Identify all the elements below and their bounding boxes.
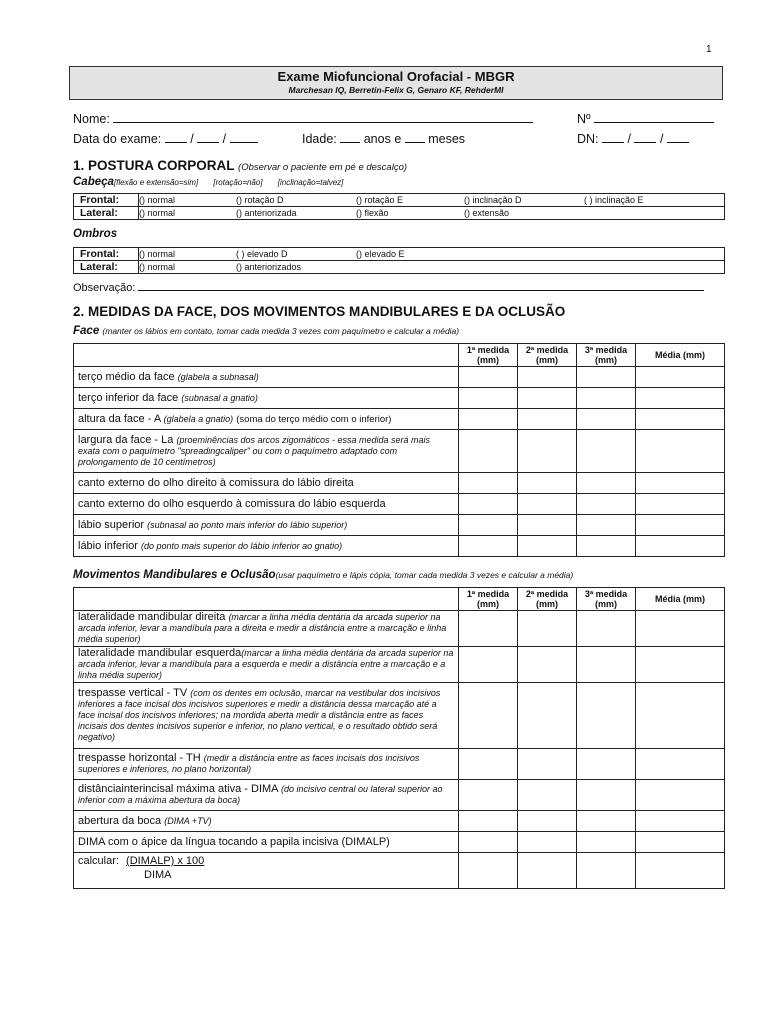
- input-cell[interactable]: [459, 647, 518, 683]
- input-cell[interactable]: [577, 647, 636, 683]
- measure-note: (DIMA +TV): [164, 815, 212, 826]
- head-options-table: [73, 193, 725, 220]
- measure-note: (marcar a linha média dentária da arcada superior na arcada inferior, levar a mandíbula para a direita e medir a distância entre a marcação e linha média superior): [78, 612, 447, 644]
- option-checkbox[interactable]: () elevado E: [356, 249, 405, 259]
- mandibular-measurements-table: [73, 587, 725, 889]
- input-cell[interactable]: [459, 811, 518, 832]
- input-cell[interactable]: [636, 515, 725, 536]
- measure-label: [74, 536, 459, 557]
- calc-numerator: (DIMALP) x 100: [126, 855, 205, 867]
- measure-name: canto externo do olho esquerdo à comissura do lábio esquerda: [78, 497, 386, 510]
- measure-label: [74, 832, 459, 853]
- measure-label: [74, 683, 459, 749]
- measure-label: [74, 367, 459, 388]
- option-checkbox[interactable]: () inclinação D: [464, 195, 522, 205]
- head-lateral-row: [74, 207, 724, 219]
- measure-name: DIMA com o ápice da língua tocando a papila incisiva (DIMALP): [78, 835, 390, 848]
- input-cell[interactable]: [577, 683, 636, 749]
- input-cell[interactable]: [518, 647, 577, 683]
- input-cell[interactable]: [636, 430, 725, 473]
- input-cell[interactable]: [459, 832, 518, 853]
- dn-field[interactable]: [577, 131, 689, 146]
- input-cell[interactable]: [636, 473, 725, 494]
- head-note: [flexão e extensão=sim]: [113, 178, 199, 187]
- measure-name: terço inferior da face: [78, 391, 179, 404]
- months-label: meses: [428, 132, 466, 146]
- measure-note: (subnasal ao ponto mais inferior do lábio superior): [147, 519, 348, 530]
- input-cell[interactable]: [636, 536, 725, 557]
- measure-name: lábio superior: [78, 518, 145, 531]
- age-label: Idade:: [302, 132, 337, 146]
- input-cell[interactable]: [636, 832, 725, 853]
- option-checkbox[interactable]: () rotação E: [356, 195, 404, 205]
- row-label: Lateral:: [80, 261, 118, 273]
- input-cell[interactable]: [577, 494, 636, 515]
- measure-name: trespasse vertical - TV: [78, 687, 188, 699]
- dn-year-line[interactable]: [667, 131, 689, 143]
- table-row: [74, 367, 725, 388]
- shoulders-options-table: [73, 247, 725, 274]
- input-cell[interactable]: [577, 832, 636, 853]
- measure-name: lábio inferior: [78, 539, 138, 552]
- input-cell[interactable]: [636, 853, 725, 889]
- table-row: [74, 853, 725, 889]
- input-cell[interactable]: [636, 367, 725, 388]
- table-row: [74, 430, 725, 473]
- mandibular-note: (usar paquímetro e lápis cópia, tomar cada medida 3 vezes e calcular a média): [275, 570, 574, 580]
- measure-label: [74, 494, 459, 515]
- input-cell[interactable]: [636, 811, 725, 832]
- table-row: [74, 536, 725, 557]
- input-cell[interactable]: [459, 409, 518, 430]
- input-cell[interactable]: [577, 409, 636, 430]
- table-row: [74, 473, 725, 494]
- table-row: [74, 611, 725, 647]
- measure-label: [74, 811, 459, 832]
- exam-date-label: Data do exame:: [73, 132, 162, 146]
- name-label: Nome:: [73, 112, 110, 126]
- measure-label: [74, 430, 459, 473]
- measure-name: terço médio da face: [78, 370, 175, 383]
- section1-title: [73, 158, 407, 173]
- calc-denominator: DIMA: [144, 869, 172, 881]
- calc-label: calcular:: [78, 855, 119, 867]
- input-cell[interactable]: [459, 853, 518, 889]
- input-cell[interactable]: [459, 494, 518, 515]
- table-row: [74, 388, 725, 409]
- option-checkbox[interactable]: () anteriorizados: [236, 262, 302, 272]
- measure-note: (do incisivo central ou lateral superior ao inferior com a máxima abertura da boca): [78, 784, 443, 805]
- option-checkbox[interactable]: () normal: [139, 262, 176, 272]
- input-cell[interactable]: [459, 515, 518, 536]
- row-label: Frontal:: [80, 194, 120, 206]
- input-cell[interactable]: [459, 780, 518, 811]
- exam-day-line[interactable]: [165, 131, 187, 143]
- input-cell[interactable]: [636, 683, 725, 749]
- measure-label: [74, 515, 459, 536]
- section1-heading: 1. POSTURA CORPORAL: [73, 158, 235, 173]
- column-header: 2ª medida (mm): [518, 344, 577, 367]
- number-line[interactable]: [594, 111, 714, 123]
- column-header: Média (mm): [636, 344, 725, 367]
- input-cell[interactable]: [636, 611, 725, 647]
- input-cell[interactable]: [577, 780, 636, 811]
- dn-month-line[interactable]: [634, 131, 656, 143]
- mandibular-label: Movimentos Mandibulares e Oclusão: [73, 569, 276, 581]
- input-cell[interactable]: [459, 367, 518, 388]
- table-row: [74, 749, 725, 780]
- measure-label: [74, 409, 459, 430]
- name-field[interactable]: [73, 111, 533, 126]
- row-label: Frontal:: [80, 248, 120, 260]
- input-cell[interactable]: [518, 536, 577, 557]
- measure-extra: (soma do terço médio com o inferior): [236, 413, 392, 425]
- measure-label: [74, 749, 459, 780]
- measure-note: (subnasal a gnatio): [181, 392, 258, 403]
- column-header: Média (mm): [636, 588, 725, 611]
- measure-note: (glabela a gnatio): [163, 413, 234, 424]
- measure-name: largura da face - La: [78, 433, 174, 446]
- observation-field[interactable]: [73, 279, 704, 294]
- number-field[interactable]: [577, 111, 714, 126]
- observation-label: Observação:: [73, 282, 136, 294]
- table-row: [74, 647, 725, 683]
- input-cell[interactable]: [459, 536, 518, 557]
- shoulders-heading: Ombros: [73, 228, 118, 240]
- option-checkbox[interactable]: () normal: [139, 249, 176, 259]
- measure-name: abertura da boca: [78, 814, 162, 827]
- form-title: Exame Miofuncional Orofacial - MBGR: [277, 69, 515, 84]
- input-cell[interactable]: [577, 811, 636, 832]
- measure-note: (proeminências dos arcos zigomáticos - essa medida será mais exata com o paquímetro "spreadingcaliper" ou com o paquímetro adaptado com prolongamento de 10 centímetros): [78, 434, 431, 467]
- column-header: 3ª medida (mm): [577, 344, 636, 367]
- input-cell[interactable]: [518, 749, 577, 780]
- option-checkbox[interactable]: () rotação D: [236, 195, 284, 205]
- header-blank: [74, 588, 459, 611]
- input-cell[interactable]: [518, 409, 577, 430]
- column-header: 1ª medida (mm): [459, 344, 518, 367]
- head-label: Cabeça: [73, 176, 114, 188]
- age-years-line[interactable]: [340, 131, 360, 143]
- slash: /: [190, 132, 194, 146]
- input-cell[interactable]: [518, 430, 577, 473]
- input-cell[interactable]: [577, 388, 636, 409]
- face-label: Face: [73, 325, 100, 337]
- shoulders-lateral-row: [74, 261, 724, 273]
- measure-label: [74, 611, 459, 647]
- input-cell[interactable]: [577, 749, 636, 780]
- option-checkbox[interactable]: () extensão: [464, 208, 510, 218]
- input-cell[interactable]: [636, 749, 725, 780]
- measure-name: canto externo do olho direito à comissura do lábio direita: [78, 476, 354, 489]
- head-heading: [73, 176, 343, 188]
- measure-name: lateralidade mandibular direita: [78, 611, 226, 623]
- input-cell[interactable]: [518, 853, 577, 889]
- head-note: [inclinação=talvez]: [277, 178, 344, 187]
- input-cell[interactable]: [518, 780, 577, 811]
- exam-month-line[interactable]: [197, 131, 219, 143]
- measure-note: (marcar a linha média dentária da arcada superior na arcada inferior, levar a mandíbula para a esquerda e medir a distância entre a marcação e a linha média superior): [78, 648, 454, 680]
- mandibular-heading: [73, 569, 573, 581]
- face-note: (manter os lábios em contato, tomar cada medida 3 vezes com paquímetro e calcular a média): [102, 326, 460, 336]
- input-cell[interactable]: [518, 515, 577, 536]
- measure-name: distânciainterincisal máxima ativa - DIMA: [78, 783, 278, 795]
- exam-date-field[interactable]: [73, 131, 258, 146]
- measure-name: trespasse horizontal - TH: [78, 752, 201, 764]
- name-line[interactable]: [113, 111, 533, 123]
- face-heading: [73, 325, 459, 337]
- input-cell[interactable]: [577, 536, 636, 557]
- option-checkbox[interactable]: () normal: [139, 208, 176, 218]
- input-cell[interactable]: [636, 780, 725, 811]
- input-cell[interactable]: [518, 367, 577, 388]
- face-measurements-table: [73, 343, 725, 557]
- section2-title: 2. MEDIDAS DA FACE, DOS MOVIMENTOS MANDIBULARES E DA OCLUSÃO: [73, 304, 566, 319]
- slash: /: [222, 132, 227, 146]
- row-label: Lateral:: [80, 207, 118, 219]
- input-cell[interactable]: [518, 611, 577, 647]
- measure-name: altura da face - A: [78, 412, 161, 425]
- calc-label-cell: [74, 853, 459, 889]
- slash: /: [627, 132, 631, 146]
- dn-label: DN:: [577, 132, 599, 146]
- measure-note: (do ponto mais superior do lábio inferior ao gnatio): [140, 540, 343, 551]
- table-row: [74, 409, 725, 430]
- option-checkbox[interactable]: () flexão: [356, 208, 389, 218]
- input-cell[interactable]: [636, 494, 725, 515]
- number-label: Nº: [577, 112, 591, 126]
- input-cell[interactable]: [518, 811, 577, 832]
- option-checkbox[interactable]: () normal: [139, 195, 176, 205]
- shoulders-frontal-row: [74, 248, 724, 261]
- measure-note: (com os dentes em oclusão, marcar na vestibular dos incisivos inferiores a face incisal dos incisivos superiores e medir a distância dessa marcação até a face incisal dos incisivos inferiores; na mordida aberta medir a distância entre as faces incisais dos dentes incisivos superior e inferior, no plano vertical, e o resultado obtido será negativo): [78, 688, 441, 742]
- input-cell[interactable]: [518, 683, 577, 749]
- measure-label: [74, 388, 459, 409]
- input-cell[interactable]: [459, 430, 518, 473]
- years-label: anos e: [363, 132, 402, 146]
- input-cell[interactable]: [518, 388, 577, 409]
- column-header: 2ª medida (mm): [518, 588, 577, 611]
- input-cell[interactable]: [577, 367, 636, 388]
- table-row: [74, 515, 725, 536]
- observation-line[interactable]: [138, 279, 704, 291]
- measure-note: (glabela a subnasal): [177, 371, 259, 382]
- form-authors: Marchesan IQ, Berretin-Felix G, Genaro KF, RehderMI: [288, 85, 504, 95]
- measure-note: (medir a distância entre as faces incisais dos incisivos superiores e inferiores, no plano horizontal): [78, 753, 420, 774]
- head-frontal-row: [74, 194, 724, 207]
- input-cell[interactable]: [636, 647, 725, 683]
- measure-label: [74, 780, 459, 811]
- table-row: [74, 832, 725, 853]
- option-checkbox[interactable]: ( ) inclinação E: [584, 195, 644, 205]
- input-cell[interactable]: [459, 611, 518, 647]
- section1-note: (Observar o paciente em pé e descalço): [238, 162, 408, 173]
- input-cell[interactable]: [459, 683, 518, 749]
- column-header: 1ª medida (mm): [459, 588, 518, 611]
- input-cell[interactable]: [577, 853, 636, 889]
- measure-name: lateralidade mandibular esquerda: [78, 647, 242, 659]
- input-cell[interactable]: [459, 749, 518, 780]
- input-cell[interactable]: [518, 473, 577, 494]
- page-number: 1: [706, 44, 712, 55]
- table-row: [74, 494, 725, 515]
- input-cell[interactable]: [518, 494, 577, 515]
- input-cell[interactable]: [459, 473, 518, 494]
- input-cell[interactable]: [636, 409, 725, 430]
- option-checkbox[interactable]: ( ) elevado D: [236, 249, 288, 259]
- input-cell[interactable]: [577, 515, 636, 536]
- dn-day-line[interactable]: [602, 131, 624, 143]
- input-cell[interactable]: [577, 611, 636, 647]
- input-cell[interactable]: [518, 832, 577, 853]
- input-cell[interactable]: [577, 473, 636, 494]
- option-checkbox[interactable]: () anteriorizada: [236, 208, 297, 218]
- title-box: [69, 66, 723, 100]
- header-blank: [74, 344, 459, 367]
- age-field[interactable]: [302, 131, 465, 146]
- column-header: 3ª medida (mm): [577, 588, 636, 611]
- head-note: [rotação=não]: [213, 178, 263, 187]
- input-cell[interactable]: [636, 388, 725, 409]
- input-cell[interactable]: [577, 430, 636, 473]
- table-row: [74, 811, 725, 832]
- slash: /: [659, 132, 664, 146]
- table-row: [74, 683, 725, 749]
- exam-year-line[interactable]: [230, 131, 258, 143]
- measure-label: [74, 647, 459, 683]
- age-months-line[interactable]: [405, 131, 425, 143]
- measure-label: [74, 473, 459, 494]
- input-cell[interactable]: [459, 388, 518, 409]
- table-row: [74, 780, 725, 811]
